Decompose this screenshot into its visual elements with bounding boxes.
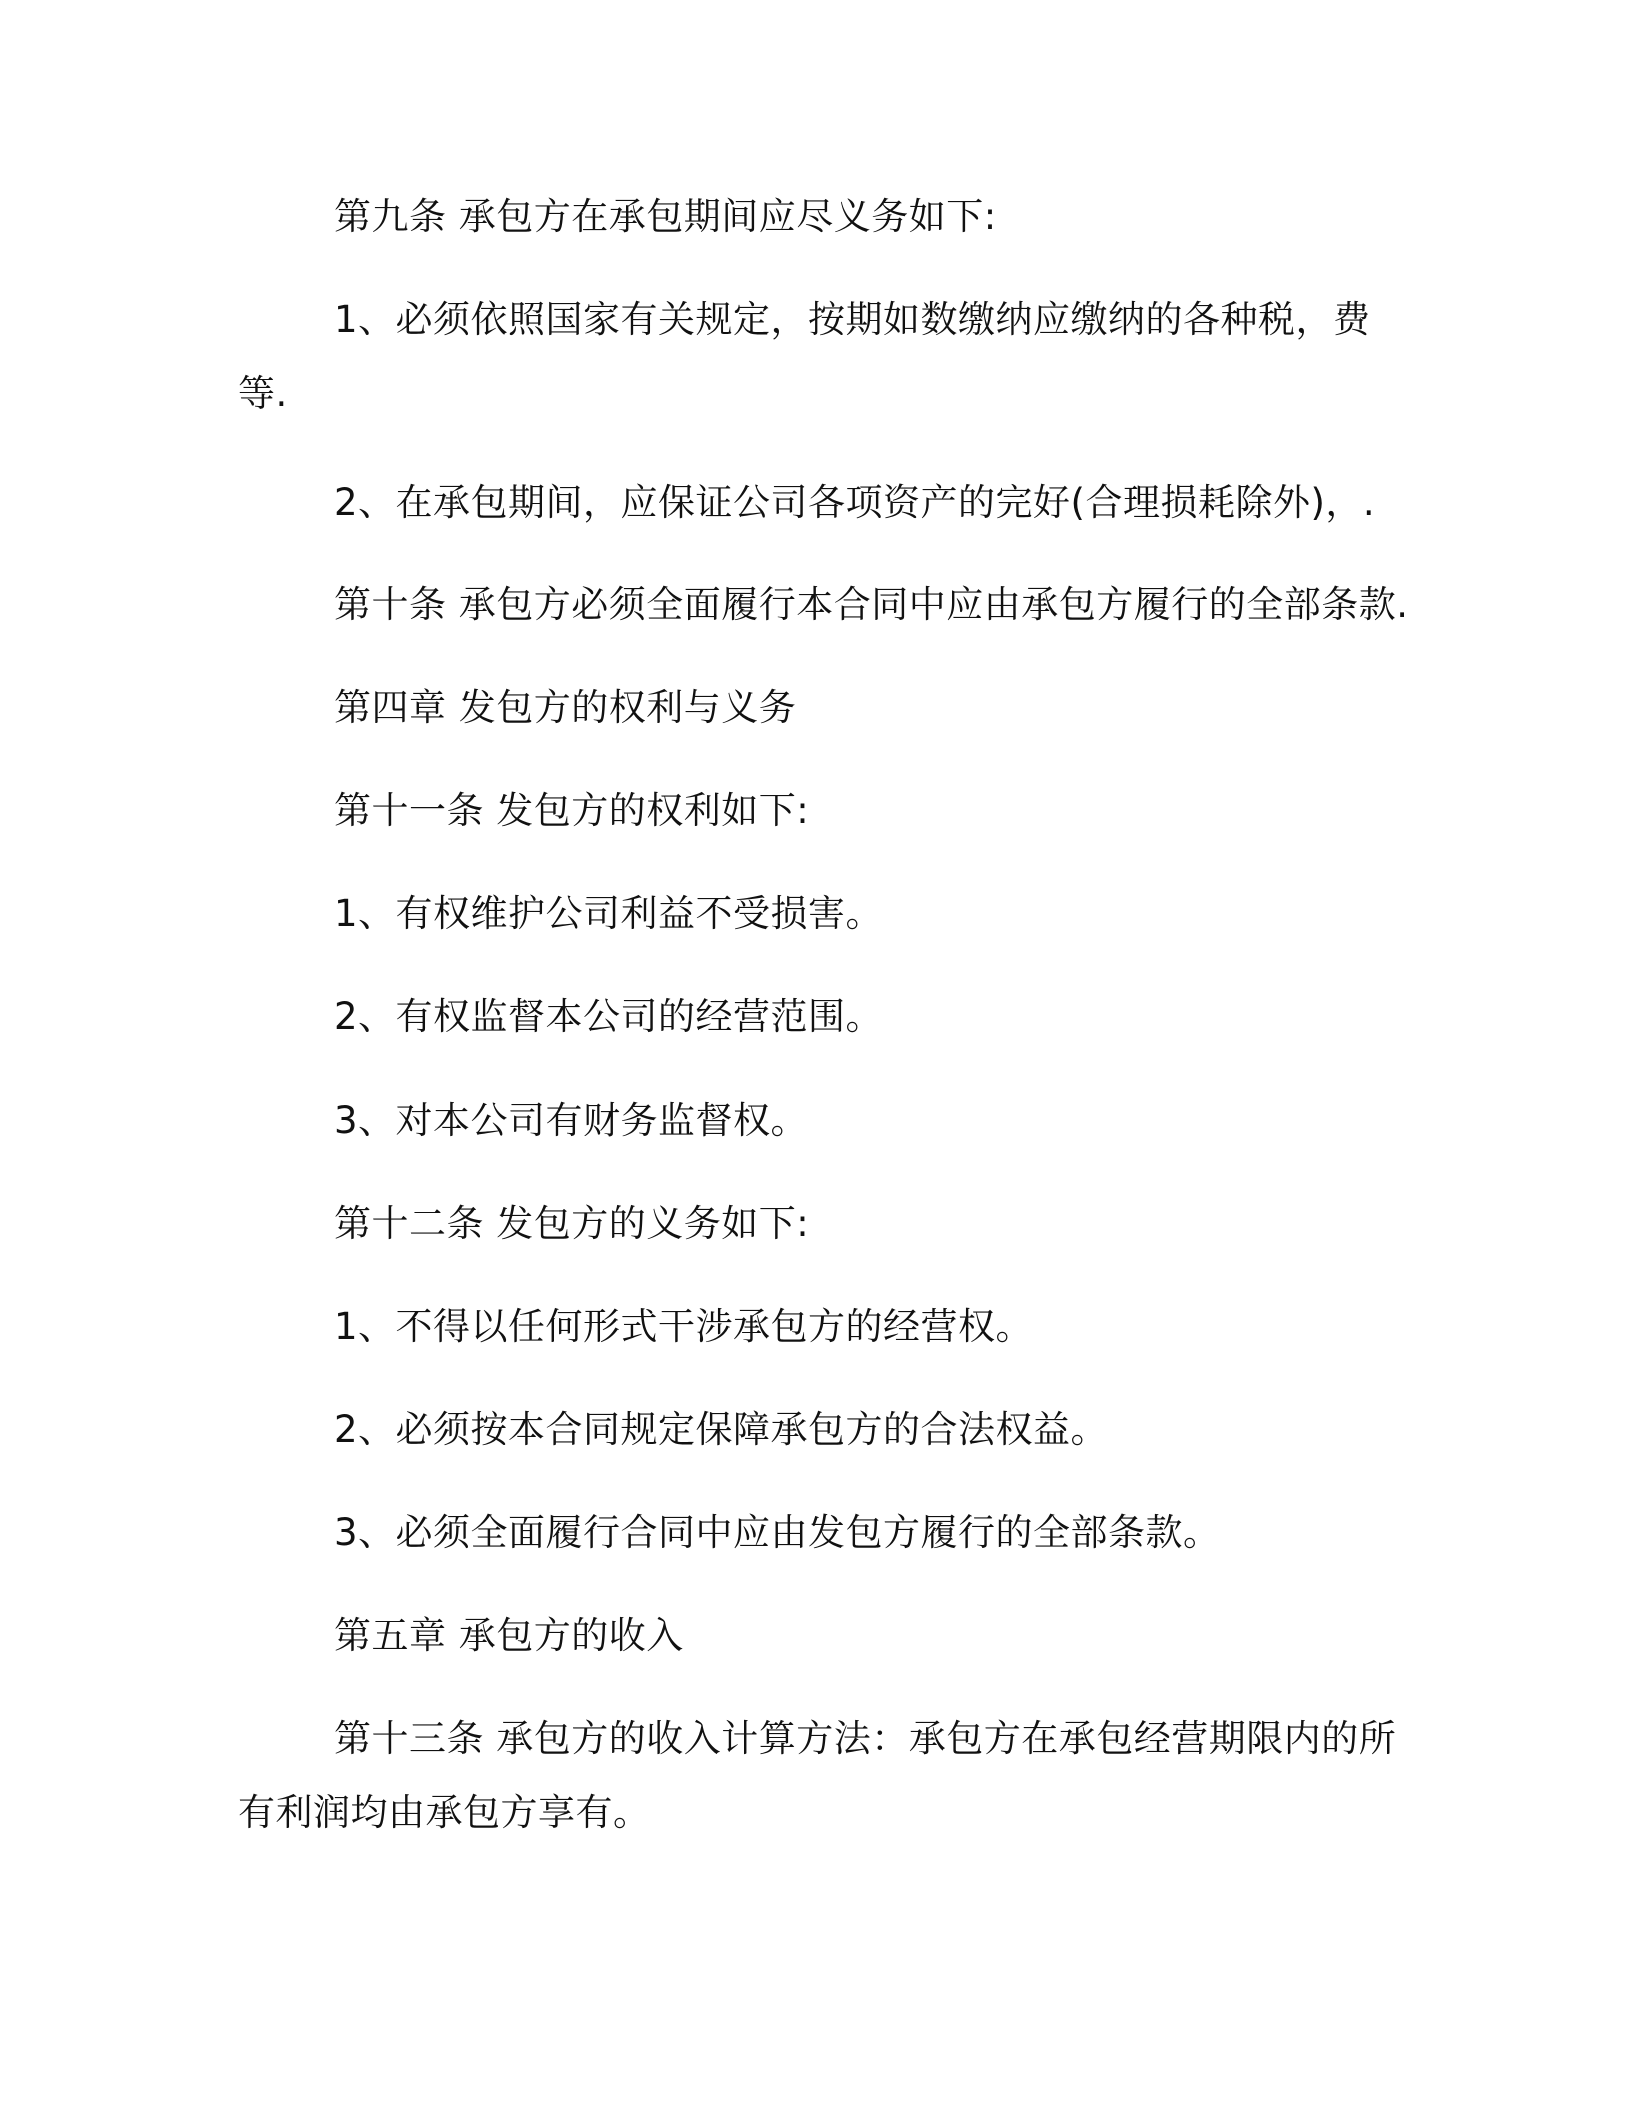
chapter-5-heading: 第五章 承包方的收入: [334, 1614, 684, 1657]
article-9-item-1: 1、必须依照国家有关规定，按期如数缴纳应缴纳的各种税，费等.: [238, 298, 1371, 415]
article-11-item-2: 2、有权监督本公司的经营范围。: [334, 995, 884, 1038]
article-12-heading: 第十二条 发包方的义务如下:: [334, 1202, 810, 1245]
article-12-item-1: 1、不得以任何形式干涉承包方的经营权。: [334, 1305, 1034, 1348]
article-10: 第十条 承包方必须全面履行本合同中应由承包方履行的全部条款.: [334, 583, 1409, 626]
article-11-item-3: 3、对本公司有财务监督权。: [334, 1099, 809, 1142]
article-11-heading: 第十一条 发包方的权利如下:: [334, 789, 810, 832]
article-9-heading: 第九条 承包方在承包期间应尽义务如下:: [334, 195, 997, 238]
chapter-4-heading: 第四章 发包方的权利与义务: [334, 686, 797, 729]
article-9-item-2: 2、在承包期间，应保证公司各项资产的完好(合理损耗除外)，.: [334, 481, 1376, 524]
article-12-item-3: 3、必须全面履行合同中应由发包方履行的全部条款。: [334, 1511, 1221, 1554]
article-13: 第十三条 承包方的收入计算方法：承包方在承包经营期限内的所有利润均由承包方享有。: [238, 1717, 1397, 1834]
article-11-item-1: 1、有权维护公司利益不受损害。: [334, 892, 884, 935]
article-12-item-2: 2、必须按本合同规定保障承包方的合法权益。: [334, 1408, 1109, 1451]
